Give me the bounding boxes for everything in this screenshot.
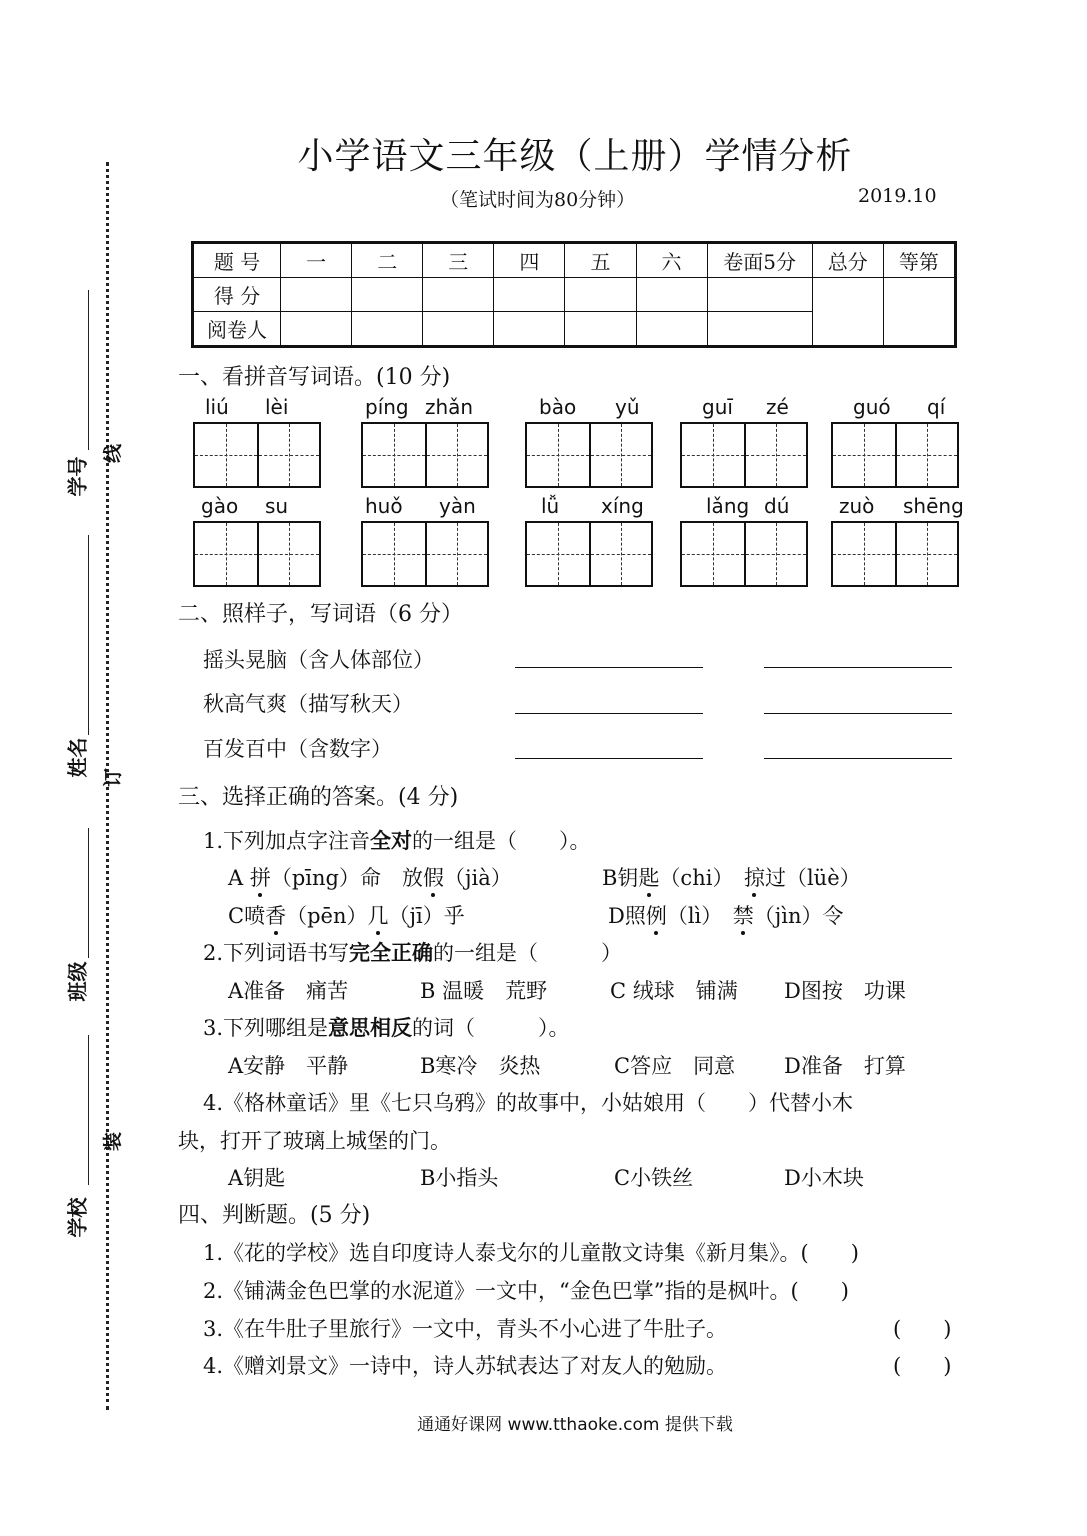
binding-mark-line: 线 — [102, 443, 125, 464]
header-cell: 三 — [423, 243, 494, 278]
option-3d[interactable]: D准备 打算 — [784, 1054, 906, 1078]
pinyin-syllable: lèi — [265, 395, 289, 419]
score-cell[interactable] — [707, 278, 812, 312]
pinyin-syllable: qí — [927, 395, 946, 419]
header-cell: 等第 — [883, 243, 955, 278]
judgement-item-2: 2.《铺满金色巴掌的水泥道》一文中，“金色巴掌”指的是枫叶。( ) — [203, 1279, 849, 1303]
pinyin-syllable: yǔ — [615, 395, 640, 419]
header-cell: 四 — [494, 243, 565, 278]
option-2d[interactable]: D图按 功课 — [784, 979, 906, 1003]
dotted-char: 禁 — [732, 904, 754, 928]
option-2c[interactable]: C 绒球 铺满 — [610, 979, 738, 1003]
header-cell: 卷面5分 — [707, 243, 812, 278]
pinyin-syllable: yàn — [439, 494, 476, 518]
question-text: 的一组是（ ） — [433, 941, 623, 965]
answer-blank[interactable] — [515, 713, 703, 714]
pinyin-syllable: shēng — [903, 494, 964, 518]
judgement-item-3: 3.《在牛肚子里旅行》一文中，青头不小心进了牛肚子。 — [203, 1317, 728, 1341]
grader-cell[interactable] — [565, 312, 636, 347]
tianzige-box[interactable] — [193, 521, 321, 587]
header-cell: 二 — [352, 243, 423, 278]
option-1b[interactable] — [602, 862, 861, 892]
section-2-heading: 二、照样子，写词语（6 分） — [178, 602, 463, 627]
pinyin-syllable: guó — [853, 395, 891, 419]
question-3 — [203, 1012, 570, 1042]
answer-blank[interactable] — [764, 667, 952, 668]
name-label: 姓名 — [65, 737, 90, 778]
option-text: （jià） — [443, 866, 512, 890]
dotted-char: 掠 — [743, 866, 765, 890]
pinyin-syllable: lǚ — [541, 494, 560, 518]
tianzige-box[interactable] — [831, 422, 959, 488]
option-4a[interactable]: A钥匙 — [228, 1166, 286, 1190]
page-title: 小学语文三年级（上册）学情分析 — [297, 136, 853, 177]
option-2a[interactable]: A准备 痛苦 — [228, 979, 349, 1003]
score-table-header-row — [193, 243, 956, 278]
question-text: 2.下列词语书写 — [203, 941, 350, 965]
school-blank[interactable] — [88, 1035, 89, 1185]
class-blank[interactable] — [88, 828, 89, 958]
pinyin-syllable: dú — [764, 494, 790, 518]
option-4c[interactable]: C小铁丝 — [614, 1166, 694, 1190]
option-text: （lì） — [666, 904, 733, 928]
binding-mark-ding: 订 — [102, 767, 125, 788]
option-2b[interactable]: B 温暖 荒野 — [420, 979, 548, 1003]
answer-blank[interactable] — [764, 713, 952, 714]
tianzige-box[interactable] — [831, 521, 959, 587]
name-blank[interactable] — [88, 535, 89, 735]
option-3c[interactable]: C答应 同意 — [614, 1054, 736, 1078]
tianzige-box[interactable] — [193, 422, 321, 488]
option-text: （pēn） — [286, 904, 368, 928]
grader-row-label: 阅卷人 — [193, 312, 281, 347]
example-word: 百发百中（含数字） — [203, 737, 392, 761]
question-text: 1.下列加点字注音 — [203, 829, 371, 853]
section-3-heading: 三、选择正确的答案。(4 分) — [178, 785, 459, 810]
option-text: B钥 — [602, 866, 639, 890]
question-4-line-1: 4.《格林童话》里《七只乌鸦》的故事中，小姑娘用（ ）代替小木 — [203, 1091, 854, 1115]
question-2 — [203, 937, 622, 967]
pinyin-syllable: zhǎn — [425, 395, 474, 419]
option-1d[interactable] — [608, 900, 844, 930]
dotted-char: 假 — [422, 866, 444, 890]
tianzige-box[interactable] — [361, 521, 489, 587]
option-text: C喷 — [228, 904, 266, 928]
judgement-item-1: 1.《花的学校》选自印度诗人泰戈尔的儿童散文诗集《新月集》。( ) — [203, 1241, 859, 1265]
judgement-answer-box[interactable]: ( ) — [893, 1317, 952, 1341]
grader-cell[interactable] — [494, 312, 565, 347]
option-text: （chi） — [659, 866, 744, 890]
option-text: （jī）乎 — [388, 904, 465, 928]
question-text: 的一组是（ ）。 — [412, 829, 591, 853]
judgement-answer-box[interactable]: ( ) — [893, 1354, 952, 1378]
option-text: 过（lüè） — [764, 866, 861, 890]
dotted-char: 匙 — [638, 866, 660, 890]
option-text: （pīng）命 放 — [270, 866, 423, 890]
example-word: 秋高气爽（描写秋天） — [203, 692, 413, 716]
pinyin-syllable: liú — [205, 395, 229, 419]
pinyin-syllable: lǎng — [706, 494, 750, 518]
score-cell[interactable] — [636, 278, 707, 312]
dotted-char: 拼 — [249, 866, 271, 890]
tianzige-box[interactable] — [680, 521, 808, 587]
pinyin-syllable: gào — [201, 494, 239, 518]
dotted-char: 例 — [645, 904, 667, 928]
tianzige-box[interactable] — [525, 422, 653, 488]
question-text: 的词（ ）。 — [412, 1016, 570, 1040]
score-cell[interactable] — [494, 278, 565, 312]
option-3b[interactable]: B寒冷 炎热 — [420, 1054, 541, 1078]
exam-date: 2019.10 — [858, 185, 937, 207]
exam-duration: （笔试时间为80分钟） — [440, 189, 636, 211]
option-text: A — [228, 866, 250, 890]
dotted-char: 几 — [367, 904, 389, 928]
score-row — [193, 278, 956, 312]
binding-mark-zhuang: 装 — [102, 1131, 125, 1152]
grader-cell[interactable] — [352, 312, 423, 347]
footer-source: 通通好课网 www.tthaoke.com 提供下载 — [417, 1415, 733, 1435]
header-cell: 一 — [281, 243, 352, 278]
class-label: 班级 — [65, 961, 90, 1002]
option-text: D照 — [608, 904, 646, 928]
answer-blank[interactable] — [764, 758, 952, 759]
question-4-line-2: 块，打开了玻璃上城堡的门。 — [178, 1129, 451, 1153]
option-4d[interactable]: D小木块 — [784, 1166, 864, 1190]
score-cell[interactable] — [352, 278, 423, 312]
option-text: （jìn）令 — [753, 904, 844, 928]
option-3a[interactable]: A安静 平静 — [228, 1054, 349, 1078]
grader-cell[interactable] — [636, 312, 707, 347]
tianzige-box[interactable] — [525, 521, 653, 587]
option-1a[interactable] — [228, 862, 512, 892]
header-cell: 题 号 — [193, 243, 281, 278]
tianzige-box[interactable] — [680, 422, 808, 488]
school-label: 学校 — [65, 1197, 90, 1238]
score-cell[interactable] — [423, 278, 494, 312]
header-cell: 六 — [636, 243, 707, 278]
pinyin-syllable: xíng — [601, 494, 644, 518]
answer-blank[interactable] — [515, 758, 703, 759]
grader-cell[interactable] — [707, 312, 812, 347]
section-4-heading: 四、判断题。(5 分) — [178, 1203, 371, 1228]
pinyin-syllable: huǒ — [365, 494, 403, 518]
emphasis-text: 意思相反 — [328, 1016, 413, 1040]
answer-blank[interactable] — [515, 667, 703, 668]
score-cell[interactable] — [565, 278, 636, 312]
pinyin-syllable: zé — [766, 395, 789, 419]
pinyin-syllable: bào — [539, 395, 577, 419]
student-id-label: 学号 — [65, 456, 90, 497]
emphasis-text: 全对 — [370, 829, 413, 853]
pinyin-syllable: zuò — [839, 494, 875, 518]
option-1c[interactable] — [228, 900, 465, 930]
header-cell: 总分 — [812, 243, 883, 278]
tianzige-box[interactable] — [361, 422, 489, 488]
grader-cell[interactable] — [281, 312, 352, 347]
pinyin-syllable: píng — [365, 395, 409, 419]
grade-cell[interactable] — [883, 278, 955, 347]
example-word: 摇头晃脑（含人体部位） — [203, 648, 434, 672]
grader-cell[interactable] — [423, 312, 494, 347]
section-1-heading: 一、看拼音写词语。(10 分) — [178, 365, 451, 390]
header-cell: 五 — [565, 243, 636, 278]
score-cell[interactable] — [281, 278, 352, 312]
pinyin-syllable: su — [265, 494, 289, 518]
total-score-cell[interactable] — [812, 278, 883, 347]
pinyin-syllable: guī — [702, 395, 733, 419]
student-id-blank[interactable] — [88, 290, 89, 450]
emphasis-text: 完全正确 — [349, 941, 434, 965]
score-row-label: 得 分 — [193, 278, 281, 312]
dotted-char: 香 — [265, 904, 287, 928]
score-table — [191, 241, 957, 348]
question-1 — [203, 825, 591, 855]
question-text: 3.下列哪组是 — [203, 1016, 329, 1040]
option-4b[interactable]: B小指头 — [420, 1166, 499, 1190]
judgement-item-4: 4.《赠刘景文》一诗中，诗人苏轼表达了对友人的勉励。 — [203, 1354, 728, 1378]
